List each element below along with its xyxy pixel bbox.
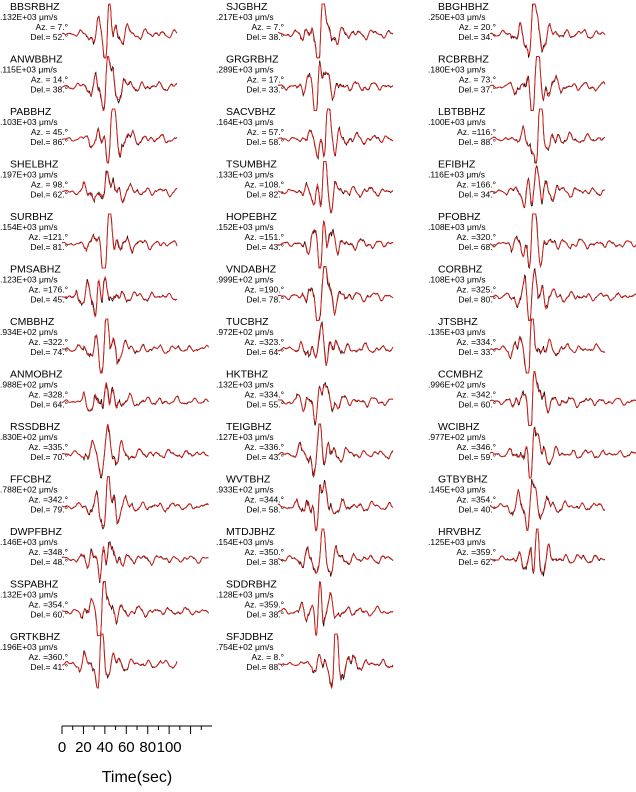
observed-trace xyxy=(490,214,636,268)
station-panel-gtbybhz xyxy=(428,474,605,531)
station-azimuth: Az. = 8.° xyxy=(251,652,284,662)
station-name: CORBHZ xyxy=(438,263,483,276)
station-amplitude: .132E+03 μm/s xyxy=(216,379,274,390)
station-panel-rssdbhz xyxy=(0,421,209,478)
synthetic-trace xyxy=(278,634,393,688)
station-name: GRTKBHZ xyxy=(10,631,60,643)
station-name: GRGRBHZ xyxy=(226,53,279,66)
station-panel-hktbhz xyxy=(216,369,393,426)
station-panel-jtsbhz xyxy=(428,316,605,373)
station-panel-pfobhz xyxy=(428,211,636,268)
station-panel-teigbhz xyxy=(216,421,393,477)
station-distance: Del.= 52.° xyxy=(30,32,68,42)
tick-label: 20 xyxy=(75,739,92,756)
time-axis-title: Time(sec) xyxy=(101,769,173,786)
station-amplitude: .164E+03 μm/s xyxy=(216,117,274,127)
station-amplitude: .972E+02 μm/s xyxy=(216,327,274,337)
station-amplitude: .788E+02 μm/s xyxy=(0,484,58,495)
station-name: RCBRBHZ xyxy=(438,53,489,66)
station-name: SHELBHZ xyxy=(10,158,59,171)
station-panel-wcibhz xyxy=(428,421,636,478)
station-name: BBSRBHZ xyxy=(10,1,60,13)
station-amplitude: .146E+03 μm/s xyxy=(0,537,58,547)
station-distance: Del.= 33.° xyxy=(246,84,284,95)
station-amplitude: .988E+02 μm/s xyxy=(0,379,58,390)
station-distance: Del.= 45.° xyxy=(30,294,68,305)
synthetic-trace xyxy=(62,4,177,58)
synthetic-trace xyxy=(62,544,209,581)
station-distance: Del.= 43.° xyxy=(246,452,284,462)
observed-trace xyxy=(278,480,393,531)
station-panel-hopebhz xyxy=(216,211,393,268)
station-amplitude: .133E+03 μm/s xyxy=(216,169,274,180)
station-name: MTDJBHZ xyxy=(226,526,275,538)
synthetic-trace xyxy=(62,57,177,111)
station-azimuth: Az. =350.° xyxy=(244,547,284,557)
time-axis xyxy=(58,726,212,786)
station-azimuth: Az. =334.° xyxy=(244,389,284,400)
station-panel-sjgbhz xyxy=(216,1,393,58)
synthetic-trace xyxy=(278,483,393,531)
station-amplitude: .145E+03 μm/s xyxy=(428,484,486,495)
station-panel-ffcbhz xyxy=(0,474,209,529)
station-azimuth: Az. =151.° xyxy=(244,232,284,242)
synthetic-trace xyxy=(490,214,636,267)
station-distance: Del.= 82.° xyxy=(246,189,284,200)
station-amplitude: .180E+03 μm/s xyxy=(428,64,486,75)
station-name: PABBHZ xyxy=(10,106,52,118)
station-name: SDDRBHZ xyxy=(226,578,277,591)
station-azimuth: Az. =108.° xyxy=(244,179,284,190)
synthetic-trace xyxy=(62,277,177,317)
station-azimuth: Az. =323.° xyxy=(244,337,284,347)
station-panel-anwbbhz xyxy=(0,54,177,111)
station-amplitude: .217E+03 μm/s xyxy=(216,12,274,22)
station-panel-wvtbhz xyxy=(216,474,393,531)
station-amplitude: .132E+03 μm/s xyxy=(0,12,58,22)
station-azimuth: Az. =322.° xyxy=(28,337,68,347)
station-azimuth: Az. = 57.° xyxy=(246,127,284,137)
station-azimuth: Az. = 7.° xyxy=(251,22,284,32)
observed-trace xyxy=(62,634,177,688)
synthetic-trace xyxy=(62,634,177,688)
station-amplitude: .289E+03 μm/s xyxy=(216,64,274,75)
synthetic-trace xyxy=(62,477,209,527)
observed-trace xyxy=(490,57,605,111)
synthetic-trace xyxy=(278,582,393,636)
station-amplitude: .127E+03 μm/s xyxy=(216,432,274,442)
station-panel-pabbhz xyxy=(0,106,177,163)
synthetic-trace xyxy=(278,324,393,365)
station-amplitude: .135E+03 μm/s xyxy=(428,327,486,337)
station-amplitude: .154E+03 μm/s xyxy=(0,222,58,232)
observed-trace xyxy=(278,529,393,577)
station-amplitude: .108E+03 μm/s xyxy=(428,274,486,285)
synthetic-trace xyxy=(278,424,393,476)
observed-trace xyxy=(278,162,393,213)
station-panel-corbhz xyxy=(428,264,636,321)
station-panel-sddrbhz xyxy=(216,579,393,636)
station-distance: Del.= 68.° xyxy=(458,242,496,252)
station-azimuth: Az. =176.° xyxy=(28,284,68,295)
station-azimuth: Az. = 7.° xyxy=(35,22,68,32)
station-name: EFIBHZ xyxy=(438,158,476,171)
observed-trace xyxy=(278,424,393,477)
station-azimuth: Az. =166.° xyxy=(456,179,496,190)
station-distance: Del.= 48.° xyxy=(30,557,68,567)
station-azimuth: Az. =320.° xyxy=(456,232,496,242)
observed-trace xyxy=(278,322,393,366)
station-distance: Del.= 60.° xyxy=(458,399,496,410)
station-azimuth: Az. =116.° xyxy=(457,127,496,137)
synthetic-trace xyxy=(278,221,393,268)
tick-label: 60 xyxy=(117,739,135,756)
station-distance: Del.= 81.° xyxy=(30,242,68,252)
station-panel-efibhz xyxy=(428,159,605,208)
station-amplitude: .996E+02 μm/s xyxy=(428,379,486,390)
tick-label: 100 xyxy=(156,739,182,756)
station-azimuth: Az. =359.° xyxy=(456,547,496,557)
station-azimuth: Az. =336.° xyxy=(244,442,284,452)
station-amplitude: .830E+02 μm/s xyxy=(0,432,58,442)
station-amplitude: .977E+02 μm/s xyxy=(428,432,486,442)
observed-trace xyxy=(490,269,636,321)
station-distance: Del.= 38.° xyxy=(246,609,284,620)
station-name: TUCBHZ xyxy=(226,316,269,328)
station-name: SSPABHZ xyxy=(10,578,59,591)
station-panel-tsumbhz xyxy=(216,159,393,213)
station-azimuth: Az. =354.° xyxy=(28,599,68,610)
synthetic-trace xyxy=(490,57,605,111)
station-name: SURBHZ xyxy=(10,211,54,223)
station-azimuth: Az. =328.° xyxy=(28,389,68,400)
station-name: GTBYBHZ xyxy=(438,473,488,486)
station-amplitude: .250E+03 μm/s xyxy=(428,12,486,22)
time-axis-ticks xyxy=(58,726,201,756)
station-amplitude: .123E+03 μm/s xyxy=(0,274,58,285)
observed-trace xyxy=(62,171,177,203)
station-distance: Del.= 79.° xyxy=(30,504,68,515)
station-distance: Del.= 40.° xyxy=(458,504,496,515)
station-name: ANWBBHZ xyxy=(10,53,63,66)
station-azimuth: Az. =342.° xyxy=(28,494,68,505)
station-panel-cmbbhz xyxy=(0,316,209,373)
station-panel-pmsabhz xyxy=(0,264,177,317)
station-name: SACVBHZ xyxy=(226,106,276,118)
station-azimuth: Az. = 45.° xyxy=(30,127,68,137)
station-name: RSSDBHZ xyxy=(10,421,61,433)
observed-trace xyxy=(490,109,605,163)
station-azimuth: Az. =325.° xyxy=(456,284,496,295)
station-amplitude: .100E+03 μm/s xyxy=(428,117,486,127)
station-panel-hrvbhz xyxy=(428,526,605,576)
station-panel-shelbhz xyxy=(0,159,177,203)
observed-trace xyxy=(62,214,177,268)
observed-trace xyxy=(490,372,636,426)
station-azimuth: Az. = 17.° xyxy=(246,74,284,85)
station-distance: Del.= 59.° xyxy=(458,452,496,462)
station-distance: Del.= 88.° xyxy=(458,137,496,147)
station-name: WCIBHZ xyxy=(438,421,480,433)
station-name: HOPEBHZ xyxy=(226,211,277,223)
station-distance: Del.= 34.° xyxy=(458,32,496,42)
synthetic-trace xyxy=(62,214,177,268)
station-name: HRVBHZ xyxy=(438,526,481,538)
synthetic-trace xyxy=(490,270,636,320)
station-panels xyxy=(0,1,636,688)
station-amplitude: .152E+03 μm/s xyxy=(216,222,274,232)
station-azimuth: Az. =348.° xyxy=(28,547,68,557)
station-panel-bbsrbhz xyxy=(0,1,177,58)
station-azimuth: Az. = 98.° xyxy=(30,179,68,190)
observed-trace xyxy=(62,319,209,373)
station-azimuth: Az. =335.° xyxy=(28,442,68,452)
synthetic-trace xyxy=(278,63,393,111)
tick-label: 40 xyxy=(96,739,114,756)
station-amplitude: .754E+02 μm/s xyxy=(216,642,274,652)
station-panel-surbhz xyxy=(0,211,177,268)
station-panel-sspabhz xyxy=(0,579,209,636)
station-name: TEIGBHZ xyxy=(226,421,272,433)
synthetic-trace xyxy=(62,582,209,636)
synthetic-trace xyxy=(62,424,209,476)
synthetic-trace xyxy=(62,109,177,163)
station-azimuth: Az. =359.° xyxy=(244,599,284,610)
station-name: WVTBHZ xyxy=(226,473,271,486)
station-panel-ccmbhz xyxy=(428,369,636,426)
station-azimuth: Az. =354.° xyxy=(456,494,496,505)
station-distance: Del.= 37.° xyxy=(458,84,496,95)
station-name: BBGHBHZ xyxy=(438,1,489,13)
station-distance: Del.= 64.° xyxy=(30,399,68,410)
station-distance: Del.= 60.° xyxy=(30,609,68,620)
station-distance: Del.= 70.° xyxy=(30,452,68,462)
observed-trace xyxy=(490,529,605,576)
station-azimuth: Az. =121.° xyxy=(28,232,68,242)
observed-trace xyxy=(62,477,209,529)
station-azimuth: Az. = 14.° xyxy=(30,74,68,85)
station-name: ANMOBHZ xyxy=(10,368,63,381)
station-panel-sfjdbhz xyxy=(216,631,393,688)
synthetic-trace xyxy=(490,319,605,373)
station-distance: Del.= 38.° xyxy=(30,84,68,95)
station-distance: Del.= 33.° xyxy=(458,347,496,357)
station-amplitude: .108E+03 μm/s xyxy=(428,222,486,232)
synthetic-trace xyxy=(490,372,636,426)
station-azimuth: Az. =342.° xyxy=(456,389,496,400)
station-distance: Del.= 62.° xyxy=(30,189,68,200)
station-azimuth: Az. =346.° xyxy=(456,442,496,452)
station-distance: Del.= 34.° xyxy=(458,189,496,200)
station-name: LBTBBHZ xyxy=(438,106,486,118)
synthetic-trace xyxy=(62,382,209,411)
station-name: DWPFBHZ xyxy=(10,526,62,538)
synthetic-trace xyxy=(278,384,393,423)
station-distance: Del.= 58.° xyxy=(246,504,284,515)
station-panel-lbtbbhz xyxy=(428,106,605,163)
station-panel-vndabhz xyxy=(216,264,393,321)
station-azimuth: Az. =360.° xyxy=(28,652,68,662)
station-distance: Del.= 80.° xyxy=(458,294,496,305)
observed-trace xyxy=(278,634,393,687)
station-name: PFOBHZ xyxy=(438,211,481,223)
synthetic-trace xyxy=(490,4,605,55)
station-amplitude: .128E+03 μm/s xyxy=(216,589,274,600)
station-name: SJGBHZ xyxy=(226,1,268,13)
station-distance: Del.= 74.° xyxy=(30,347,68,357)
station-amplitude: .132E+03 μm/s xyxy=(0,589,58,600)
station-amplitude: .103E+03 μm/s xyxy=(0,117,58,127)
station-panel-grtkbhz xyxy=(0,631,177,688)
station-distance: Del.= 38.° xyxy=(246,557,284,567)
station-distance: Del.= 62.° xyxy=(458,557,496,567)
station-azimuth: Az. = 20.° xyxy=(458,22,496,32)
station-amplitude: .196E+03 μm/s xyxy=(0,642,58,652)
station-distance: Del.= 64.° xyxy=(246,347,284,357)
station-distance: Del.= 58.° xyxy=(246,137,284,147)
station-azimuth: Az. =334.° xyxy=(456,337,496,347)
station-amplitude: .116E+03 μm/s xyxy=(428,169,485,180)
station-distance: Del.= 55.° xyxy=(246,399,284,410)
synthetic-trace xyxy=(278,529,393,574)
synthetic-trace xyxy=(278,109,393,158)
station-azimuth: Az. = 73.° xyxy=(458,74,496,85)
station-panel-tucbhz xyxy=(216,316,393,366)
station-distance: Del.= 88.° xyxy=(246,662,284,672)
station-amplitude: .197E+03 μm/s xyxy=(0,169,58,180)
station-amplitude: .999E+02 μm/s xyxy=(216,274,274,285)
station-amplitude: .125E+03 μm/s xyxy=(428,537,486,547)
synthetic-trace xyxy=(490,166,605,207)
station-name: PMSABHZ xyxy=(10,263,61,276)
station-name: CCMBHZ xyxy=(438,368,483,381)
synthetic-trace xyxy=(490,109,605,163)
station-distance: Del.= 41.° xyxy=(30,662,68,672)
station-name: VNDABHZ xyxy=(226,263,277,276)
observed-trace xyxy=(62,57,177,111)
station-panel-dwpfbhz xyxy=(0,526,209,583)
station-azimuth: Az. =190.° xyxy=(244,284,284,295)
station-name: JTSBHZ xyxy=(438,316,478,328)
station-panel-rcbrbhz xyxy=(428,54,605,111)
station-amplitude: .934E+02 μm/s xyxy=(0,327,58,337)
observed-trace xyxy=(490,479,605,531)
synthetic-trace xyxy=(278,267,393,321)
station-distance: Del.= 86.° xyxy=(30,137,68,147)
station-panel-bbghbhz xyxy=(428,1,605,58)
station-panel-grgrbhz xyxy=(216,54,393,111)
station-azimuth: Az. =344.° xyxy=(244,494,284,505)
station-distance: Del.= 43.° xyxy=(246,242,284,252)
station-panel-mtdjbhz xyxy=(216,526,393,577)
tick-label: 0 xyxy=(57,739,67,756)
station-distance: Del.= 38.° xyxy=(246,32,284,42)
station-panel-anmobhz xyxy=(0,369,209,412)
synthetic-trace xyxy=(490,482,605,531)
station-name: TSUMBHZ xyxy=(226,158,277,171)
observed-trace xyxy=(62,384,209,411)
synthetic-trace xyxy=(278,162,393,213)
station-amplitude: .154E+03 μm/s xyxy=(216,537,274,547)
station-amplitude: .115E+03 μm/s xyxy=(0,64,57,75)
station-amplitude: .933E+02 μm/s xyxy=(216,484,274,495)
station-name: SFJDBHZ xyxy=(226,631,274,643)
station-name: CMBBHZ xyxy=(10,316,55,328)
station-distance: Del.= 78.° xyxy=(246,294,284,305)
tick-label: 80 xyxy=(139,739,157,756)
station-name: FFCBHZ xyxy=(10,473,52,486)
station-name: HKTBHZ xyxy=(226,368,268,381)
station-panel-sacvbhz xyxy=(216,106,393,159)
